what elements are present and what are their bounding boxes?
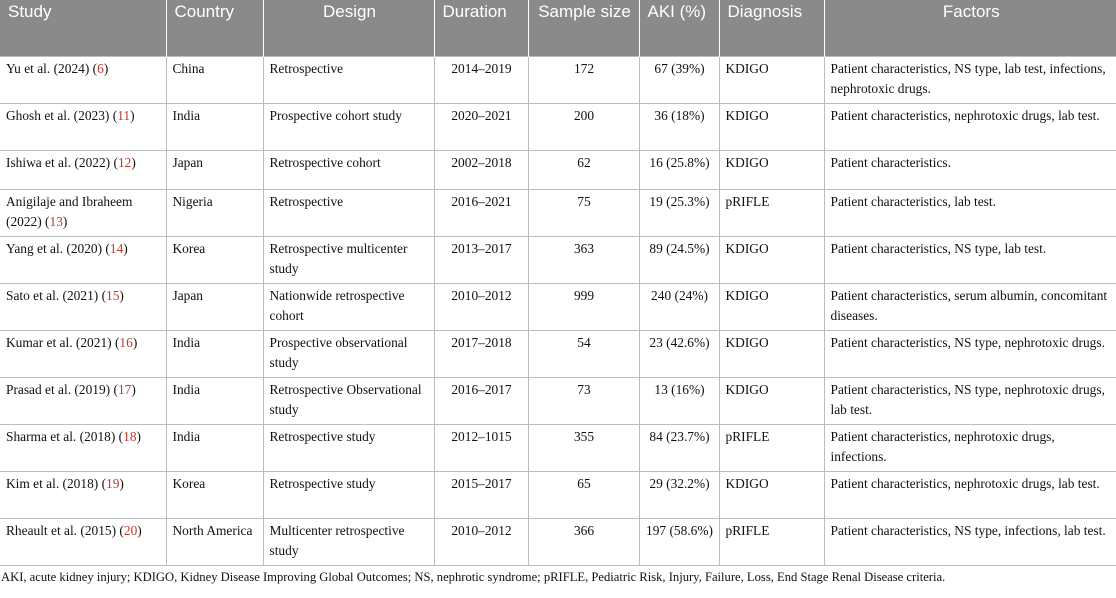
table-row — [0, 236, 1116, 283]
study-name: Kumar et al. (2021) ( — [6, 334, 120, 350]
cell-diagnosis: KDIGO — [719, 330, 824, 377]
table-row — [0, 471, 1116, 518]
cell-country: Japan — [166, 150, 263, 189]
cell-aki: 197 (58.6%) — [639, 518, 719, 565]
table-row — [0, 103, 1116, 150]
cell-factors: Patient characteristics. — [824, 150, 1116, 189]
cell-factors: Patient characteristics, lab test. — [824, 189, 1116, 236]
cell-factors: Patient characteristics, NS type, nephrotoxic drugs, lab test. — [824, 377, 1116, 424]
cell-study — [0, 330, 166, 377]
cell-sample-size: 363 — [528, 236, 639, 283]
reference-link[interactable]: 18 — [123, 428, 137, 444]
cell-country: Korea — [166, 471, 263, 518]
cell-diagnosis: pRIFLE — [719, 189, 824, 236]
reference-link[interactable]: 6 — [97, 60, 104, 76]
cell-country: China — [166, 56, 263, 103]
cell-duration: 2017–2018 — [434, 330, 528, 377]
study-name-end: ) — [119, 475, 124, 491]
cell-aki: 19 (25.3%) — [639, 189, 719, 236]
cell-aki: 36 (18%) — [639, 103, 719, 150]
cell-country: Japan — [166, 283, 263, 330]
cell-factors: Patient characteristics, serum albumin, concomitant diseases. — [824, 283, 1116, 330]
table-row — [0, 330, 1116, 377]
cell-sample-size: 75 — [528, 189, 639, 236]
cell-aki: 89 (24.5%) — [639, 236, 719, 283]
cell-country: India — [166, 377, 263, 424]
study-name: Anigilaje and Ibraheem (2022) ( — [6, 193, 133, 229]
study-name: Sato et al. (2021) ( — [6, 287, 107, 303]
cell-diagnosis: pRIFLE — [719, 424, 824, 471]
cell-sample-size: 54 — [528, 330, 639, 377]
cell-factors: Patient characteristics, nephrotoxic drugs, lab test. — [824, 471, 1116, 518]
cell-design: Prospective cohort study — [263, 103, 434, 150]
cell-study — [0, 424, 166, 471]
table-row — [0, 283, 1116, 330]
cell-diagnosis: KDIGO — [719, 377, 824, 424]
table-footnote: AKI, acute kidney injury; KDIGO, Kidney Disease Improving Global Outcomes; NS, nephrotic syndrome; pRIFLE, Pediatric Risk, Injury, Failure, Loss, End Stage Renal Disease criteria. — [1, 569, 946, 584]
cell-study — [0, 103, 166, 150]
reference-link[interactable]: 20 — [123, 522, 138, 538]
header-country: Country — [166, 0, 263, 56]
reference-link[interactable]: 15 — [106, 287, 120, 303]
study-name: Yu et al. (2024) ( — [6, 60, 98, 76]
cell-study — [0, 189, 166, 236]
cell-design: Nationwide retrospective cohort — [263, 283, 434, 330]
cell-country: India — [166, 103, 263, 150]
cell-sample-size: 73 — [528, 377, 639, 424]
study-name-end: ) — [131, 381, 136, 397]
study-name-end: ) — [137, 522, 142, 538]
cell-study — [0, 377, 166, 424]
cell-country: Nigeria — [166, 189, 263, 236]
header-duration: Duration — [434, 0, 528, 56]
cell-sample-size: 999 — [528, 283, 639, 330]
cell-duration: 2002–2018 — [434, 150, 528, 189]
header-row — [0, 0, 1116, 56]
study-name-end: ) — [136, 428, 141, 444]
cell-sample-size: 200 — [528, 103, 639, 150]
cell-design: Retrospective cohort — [263, 150, 434, 189]
cell-design: Retrospective Observational study — [263, 377, 434, 424]
study-name: Ishiwa et al. (2022) ( — [6, 154, 118, 170]
study-name-end: ) — [119, 287, 124, 303]
reference-link[interactable]: 11 — [117, 107, 131, 123]
cell-duration: 2010–2012 — [434, 518, 528, 565]
reference-link[interactable]: 19 — [106, 475, 120, 491]
cell-country: India — [166, 424, 263, 471]
cell-design: Retrospective — [263, 189, 434, 236]
cell-design: Prospective observational study — [263, 330, 434, 377]
study-name: Ghosh et al. (2023) ( — [6, 107, 118, 123]
cell-duration: 2012–1015 — [434, 424, 528, 471]
cell-aki: 84 (23.7%) — [639, 424, 719, 471]
cell-design: Retrospective — [263, 56, 434, 103]
cell-sample-size: 65 — [528, 471, 639, 518]
cell-sample-size: 172 — [528, 56, 639, 103]
cell-duration: 2014–2019 — [434, 56, 528, 103]
reference-link[interactable]: 12 — [117, 154, 132, 170]
cell-factors: Patient characteristics, NS type, lab test. — [824, 236, 1116, 283]
cell-country: North America — [166, 518, 263, 565]
header-sample-size: Sample size — [528, 0, 639, 56]
study-name-end: ) — [62, 213, 68, 229]
table-row — [0, 518, 1116, 565]
cell-diagnosis: KDIGO — [719, 56, 824, 103]
reference-link[interactable]: 13 — [49, 213, 63, 229]
cell-study — [0, 56, 166, 103]
cell-aki: 240 (24%) — [639, 283, 719, 330]
study-name: Rheault et al. (2015) ( — [6, 522, 124, 538]
study-name-end: ) — [103, 60, 109, 76]
cell-sample-size: 62 — [528, 150, 639, 189]
table-row — [0, 189, 1116, 236]
cell-factors: Patient characteristics, NS type, infections, lab test. — [824, 518, 1116, 565]
cell-duration: 2010–2012 — [434, 283, 528, 330]
cell-sample-size: 355 — [528, 424, 639, 471]
header-factors: Factors — [824, 0, 1116, 56]
cell-aki: 16 (25.8%) — [639, 150, 719, 189]
cell-aki: 23 (42.6%) — [639, 330, 719, 377]
study-name: Sharma et al. (2018) ( — [6, 428, 124, 444]
cell-factors: Patient characteristics, nephrotoxic drugs, lab test. — [824, 103, 1116, 150]
cell-duration: 2020–2021 — [434, 103, 528, 150]
cell-factors: Patient characteristics, NS type, lab test, infections, nephrotoxic drugs. — [824, 56, 1116, 103]
cell-aki: 67 (39%) — [639, 56, 719, 103]
study-name-end: ) — [130, 107, 135, 123]
table-row — [0, 56, 1116, 103]
cell-design: Retrospective multicenter study — [263, 236, 434, 283]
cell-factors: Patient characteristics, NS type, nephrotoxic drugs. — [824, 330, 1116, 377]
cell-aki: 29 (32.2%) — [639, 471, 719, 518]
cell-study — [0, 283, 166, 330]
cell-design: Retrospective study — [263, 471, 434, 518]
table-row — [0, 424, 1116, 471]
cell-diagnosis: KDIGO — [719, 236, 824, 283]
table-header — [0, 0, 1116, 56]
study-name-end: ) — [123, 240, 128, 256]
header-aki: AKI (%) — [639, 0, 719, 56]
study-name: Yang et al. (2020) ( — [6, 240, 110, 256]
cell-diagnosis: pRIFLE — [719, 518, 824, 565]
cell-diagnosis: KDIGO — [719, 471, 824, 518]
reference-link[interactable]: 14 — [109, 240, 124, 256]
table-row — [0, 377, 1116, 424]
header-diagnosis: Diagnosis — [719, 0, 824, 56]
cell-diagnosis: KDIGO — [719, 103, 824, 150]
cell-sample-size: 366 — [528, 518, 639, 565]
cell-study — [0, 518, 166, 565]
reference-link[interactable]: 17 — [117, 381, 132, 397]
study-name: Prasad et al. (2019) ( — [6, 381, 118, 397]
header-study: Study — [0, 0, 166, 56]
cell-diagnosis: KDIGO — [719, 150, 824, 189]
cell-duration: 2016–2017 — [434, 377, 528, 424]
study-name: Kim et al. (2018) ( — [6, 475, 107, 491]
cell-design: Retrospective study — [263, 424, 434, 471]
study-name-end: ) — [131, 154, 136, 170]
cell-duration: 2015–2017 — [434, 471, 528, 518]
cell-country: Korea — [166, 236, 263, 283]
cell-study — [0, 150, 166, 189]
header-design: Design — [263, 0, 434, 56]
cell-study — [0, 236, 166, 283]
reference-link[interactable]: 16 — [119, 334, 133, 350]
cell-aki: 13 (16%) — [639, 377, 719, 424]
cell-duration: 2013–2017 — [434, 236, 528, 283]
table-body — [0, 56, 1116, 565]
cell-country: India — [166, 330, 263, 377]
table-row — [0, 150, 1116, 189]
cell-study — [0, 471, 166, 518]
study-name-end: ) — [132, 334, 138, 350]
cell-diagnosis: KDIGO — [719, 283, 824, 330]
cell-duration: 2016–2021 — [434, 189, 528, 236]
cell-factors: Patient characteristics, nephrotoxic drugs, infections. — [824, 424, 1116, 471]
cell-design: Multicenter retrospective study — [263, 518, 434, 565]
